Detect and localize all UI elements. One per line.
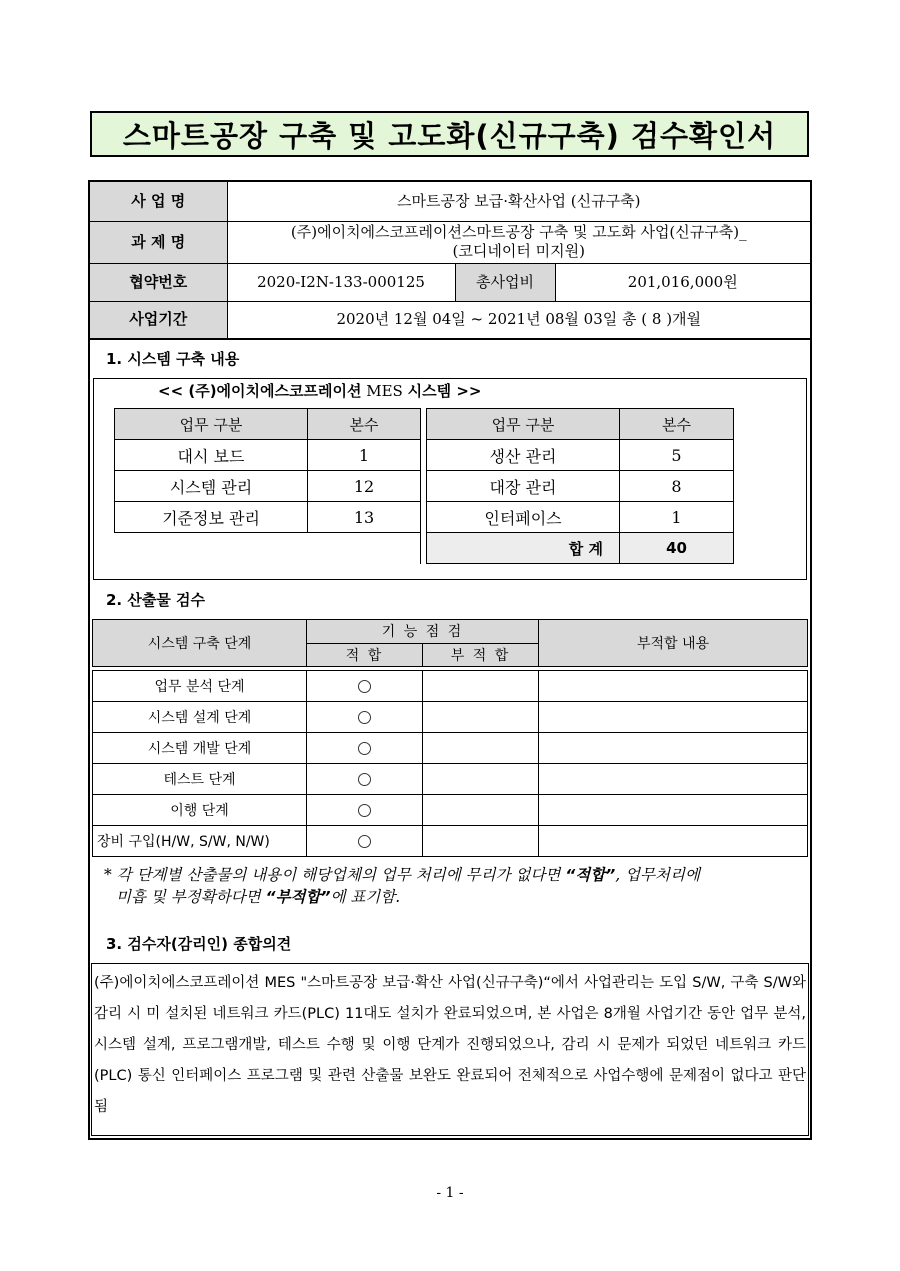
module-name: 기준정보 관리 [115, 502, 308, 533]
total-cost-value: 201,016,000원 [555, 263, 811, 301]
stage-name: 장비 구입(H/W, S/W, N/W) [93, 826, 307, 857]
module-name: 생산 관리 [427, 440, 620, 471]
project-name-value: 스마트공장 보급·확산사업 (신규구축) [227, 181, 811, 221]
fail-mark [423, 671, 539, 702]
nonconformity-content [539, 671, 808, 702]
col-stage-header: 시스템 구축 단계 [93, 620, 307, 667]
section2-heading: 2. 산출물 검수 [106, 591, 206, 609]
nonconformity-content [539, 826, 808, 857]
pass-mark [307, 764, 423, 795]
pass-mark [307, 733, 423, 764]
pass-mark [307, 671, 423, 702]
project-info-table [88, 180, 812, 340]
section3-heading: 3. 검수자(감리인) 종합의견 [106, 935, 292, 953]
agreement-number-value: 2020-I2N-133-000125 [227, 263, 455, 301]
stage-name: 업무 분석 단계 [93, 671, 307, 702]
nonconformity-content [539, 764, 808, 795]
fail-mark [423, 826, 539, 857]
col-fail-header: 부 적 합 [423, 643, 539, 667]
pass-mark [307, 702, 423, 733]
nonconformity-content [539, 733, 808, 764]
stage-name: 시스템 설계 단계 [93, 702, 307, 733]
pass-mark [307, 826, 423, 857]
col-task-header: 업무 구분 [115, 409, 308, 440]
module-count: 5 [620, 440, 734, 471]
deliverable-check-table [92, 619, 808, 857]
module-count: 8 [620, 471, 734, 502]
total-label: 합 계 [427, 533, 620, 564]
period-value: 2020년 12월 04일 ~ 2021년 08월 03일 총 ( 8 )개월 [227, 301, 811, 339]
module-table [114, 408, 734, 564]
col-pass-header: 적 합 [307, 643, 423, 667]
col-count-header: 본수 [620, 409, 734, 440]
nonconformity-content [539, 702, 808, 733]
section1-heading: 1. 시스템 구축 내용 [106, 350, 240, 368]
fail-mark [423, 795, 539, 826]
col-count-header: 본수 [308, 409, 421, 440]
task-name-value: (주)에이치에스코프레이션스마트공장 구축 및 고도화 사업(신규구축)_ (코디네이터 미지원) [227, 221, 811, 263]
nonconformity-content [539, 795, 808, 826]
module-count: 13 [308, 502, 421, 533]
total-value: 40 [620, 533, 734, 564]
col-check-header: 기 능 점 검 [307, 620, 539, 644]
stage-name: 테스트 단계 [93, 764, 307, 795]
col-task-header: 업무 구분 [427, 409, 620, 440]
period-label: 사업기간 [89, 301, 227, 339]
page-number: - 1 - [436, 1185, 464, 1201]
document-title: 스마트공장 구축 및 고도화(신규구축) 검수확인서 [90, 111, 809, 157]
system-title: << (주)에이치에스코프레이션 MES 시스템 >> [158, 382, 482, 400]
module-name: 대시 보드 [115, 440, 308, 471]
opinion-text: (주)에이치에스코프레이션 MES "스마트공장 보급·확산 사업(신규구축)“에서 사업관리는 도입 S/W, 구축 S/W와 감리 시 미 설치된 네트워크 카드(PLC) 11대도 설치가 완료되었으며, 본 사업은 8개월 사업기간 동안 업무 분석, 시스템 설계, 프로그램개발, 테스트 수행 및 이행 단계가 진행되었으나, 감리 시 문제가 되었던 네트워크 카드(PLC) 통신 인터페이스 프로그램 및 관련 산출물 보완도 완료되어 전체적으로 사업수행에 문제점이 없다고 판단됨 [94, 975, 806, 1115]
fail-mark [423, 733, 539, 764]
total-cost-label: 총사업비 [455, 263, 555, 301]
module-name: 대장 관리 [427, 471, 620, 502]
module-count: 1 [308, 440, 421, 471]
stage-name: 이행 단계 [93, 795, 307, 826]
marking-note: * 각 단계별 산출물의 내용이 해당업체의 업무 처리에 무리가 없다면 “적합”, 업무처리에 미흡 및 부정확하다면 “부적합”에 표기함. [104, 866, 700, 906]
module-name: 인터페이스 [427, 502, 620, 533]
fail-mark [423, 764, 539, 795]
agreement-number-label: 협약번호 [89, 263, 227, 301]
fail-mark [423, 702, 539, 733]
module-count: 12 [308, 471, 421, 502]
task-name-label: 과 제 명 [89, 221, 227, 263]
pass-mark [307, 795, 423, 826]
col-content-header: 부적합 내용 [539, 620, 808, 667]
module-count: 1 [620, 502, 734, 533]
project-name-label: 사 업 명 [89, 181, 227, 221]
stage-name: 시스템 개발 단계 [93, 733, 307, 764]
module-name: 시스템 관리 [115, 471, 308, 502]
